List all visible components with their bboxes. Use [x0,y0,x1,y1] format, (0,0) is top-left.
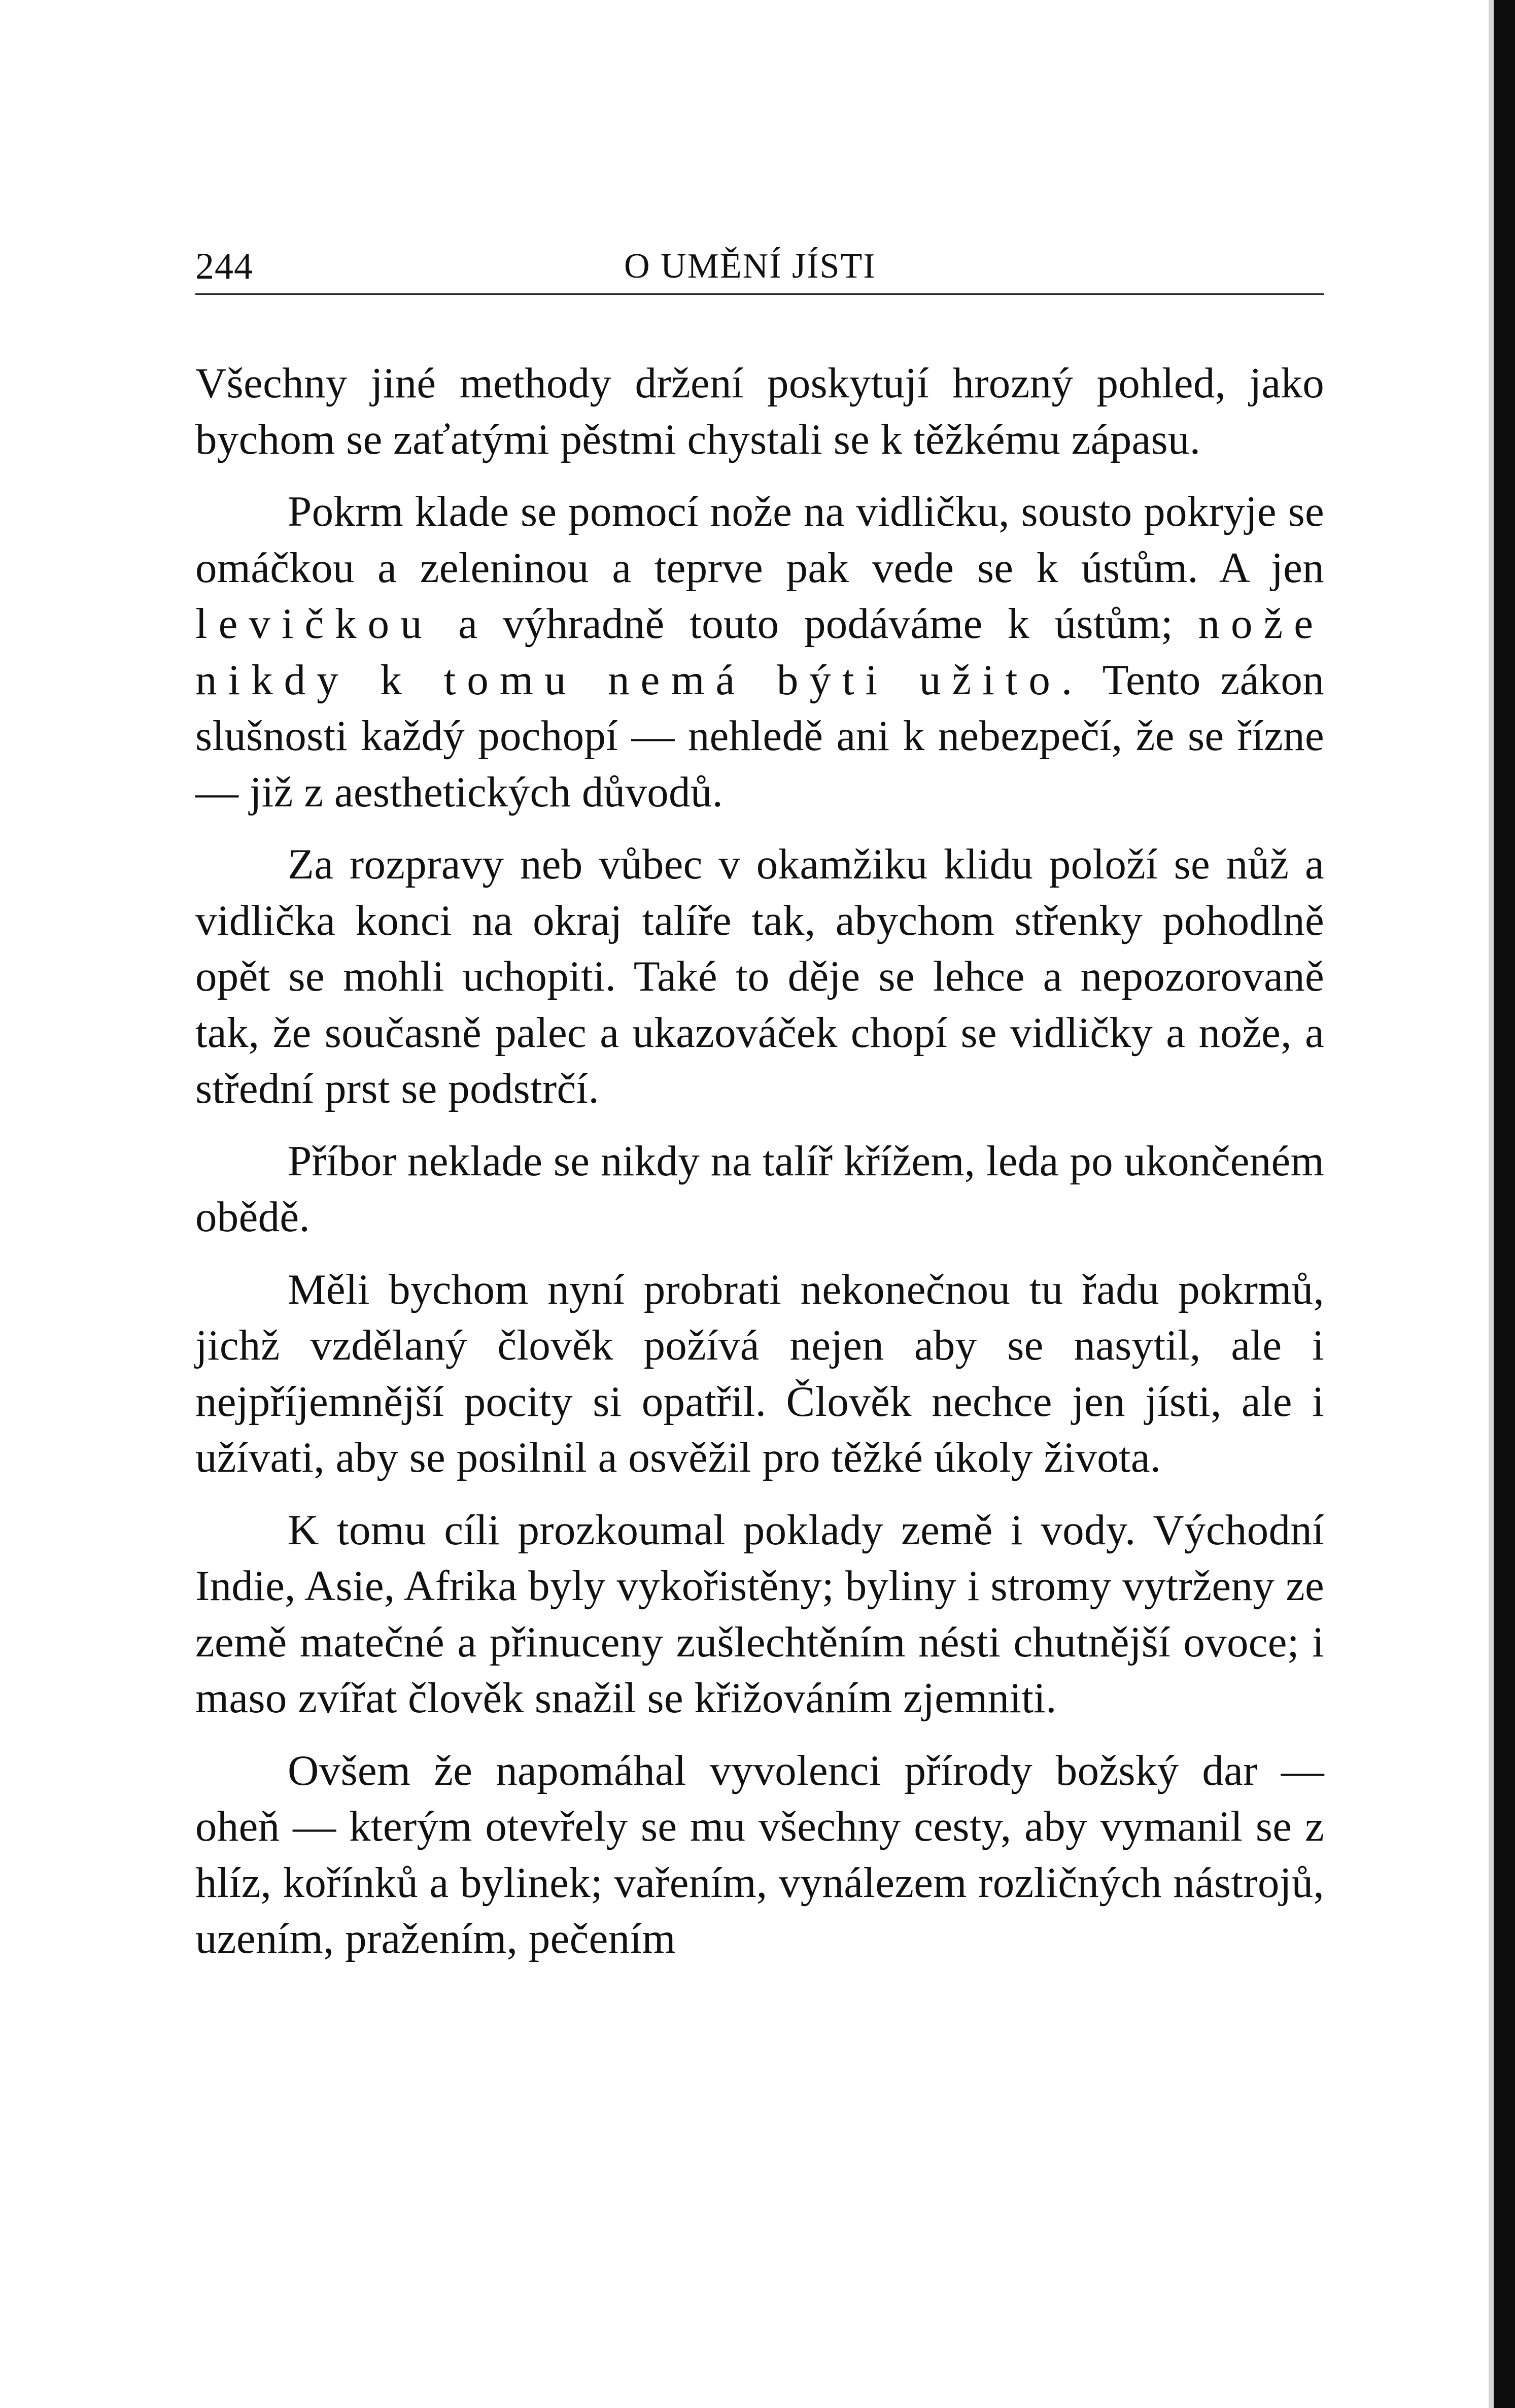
header-rule [195,293,1324,295]
paragraph-5: Měli bychom nyní probrati nekonečnou tu řadu pokrmů, jichž vzdělaný člověk požívá nejen aby se nasytil, ale i nejpříjemnější pocity si opatřil. Člověk nechce jen jísti, ale i užívati, aby se posilnil a osvěžil pro těžké úkoly života. [195,1265,1324,1481]
scan-edge-shadow [1489,0,1494,2408]
running-title: O UMĚNÍ JÍSTI [624,247,876,286]
paragraph-7: Ovšem že napomáhal vyvolenci přírody božský dar — oheň — kterým otevřely se mu všechny cesty, aby vymanil se z hlíz, kořínků a bylinek; vařením, vynálezem rozličných nástrojů, uzením, pražením, pečením [195,1746,1324,1962]
paragraph-2-spaced-levickou: levičkou [195,600,433,648]
paragraph-6: K tomu cíli prozkoumal poklady země i vody. Východní Indie, Asie, Afrika byly vykořistěny; byliny i stromy vytrženy ze země matečné a přinuceny zušlechtěním nésti chutnější ovoce; i maso zvířat člověk snažil se křižováním zjemniti. [195,1506,1324,1722]
paragraph-2-text-b: a výhradně touto podáváme k ústům; [433,600,1198,648]
page-number: 244 [195,246,253,287]
paragraph-2-spaced-emphasis: nože nikdy k tomu nemá býti užito. [195,600,1324,704]
paragraph-2-text-a: Pokrm klade se pomocí nože na vidličku, sousto pokryje se omáčkou a zeleninou a teprve pak vede se k ústům. A jen [195,488,1324,592]
body-text [195,355,1324,1983]
page-header [195,239,1324,294]
paragraph-3: Za rozpravy neb vůbec v okamžiku klidu položí se nůž a vidlička konci na okraj talíře tak, abychom střenky pohodlně opět se mohli uchopiti. Také to děje se lehce a nepozorovaně tak, že současně palec a ukazováček chopí se vidličky a nože, a střední prst se podstrčí. [195,840,1324,1112]
paragraph-2-text-c: Tento zákon slušnosti každý pochopí — nehledě ani k nebezpečí, že se řízne — již z aesthetických důvodů. [195,656,1324,816]
paragraph-4: Příbor neklade se nikdy na talíř křížem, leda po ukončeném obědě. [195,1137,1324,1241]
paragraph-2 [195,484,1324,820]
scan-edge [1494,0,1515,2408]
paragraph-1: Všechny jiné methody držení poskytují hrozný pohled, jako bychom se zaťatými pěstmi chystali se k těžkému zápasu. [195,359,1324,463]
